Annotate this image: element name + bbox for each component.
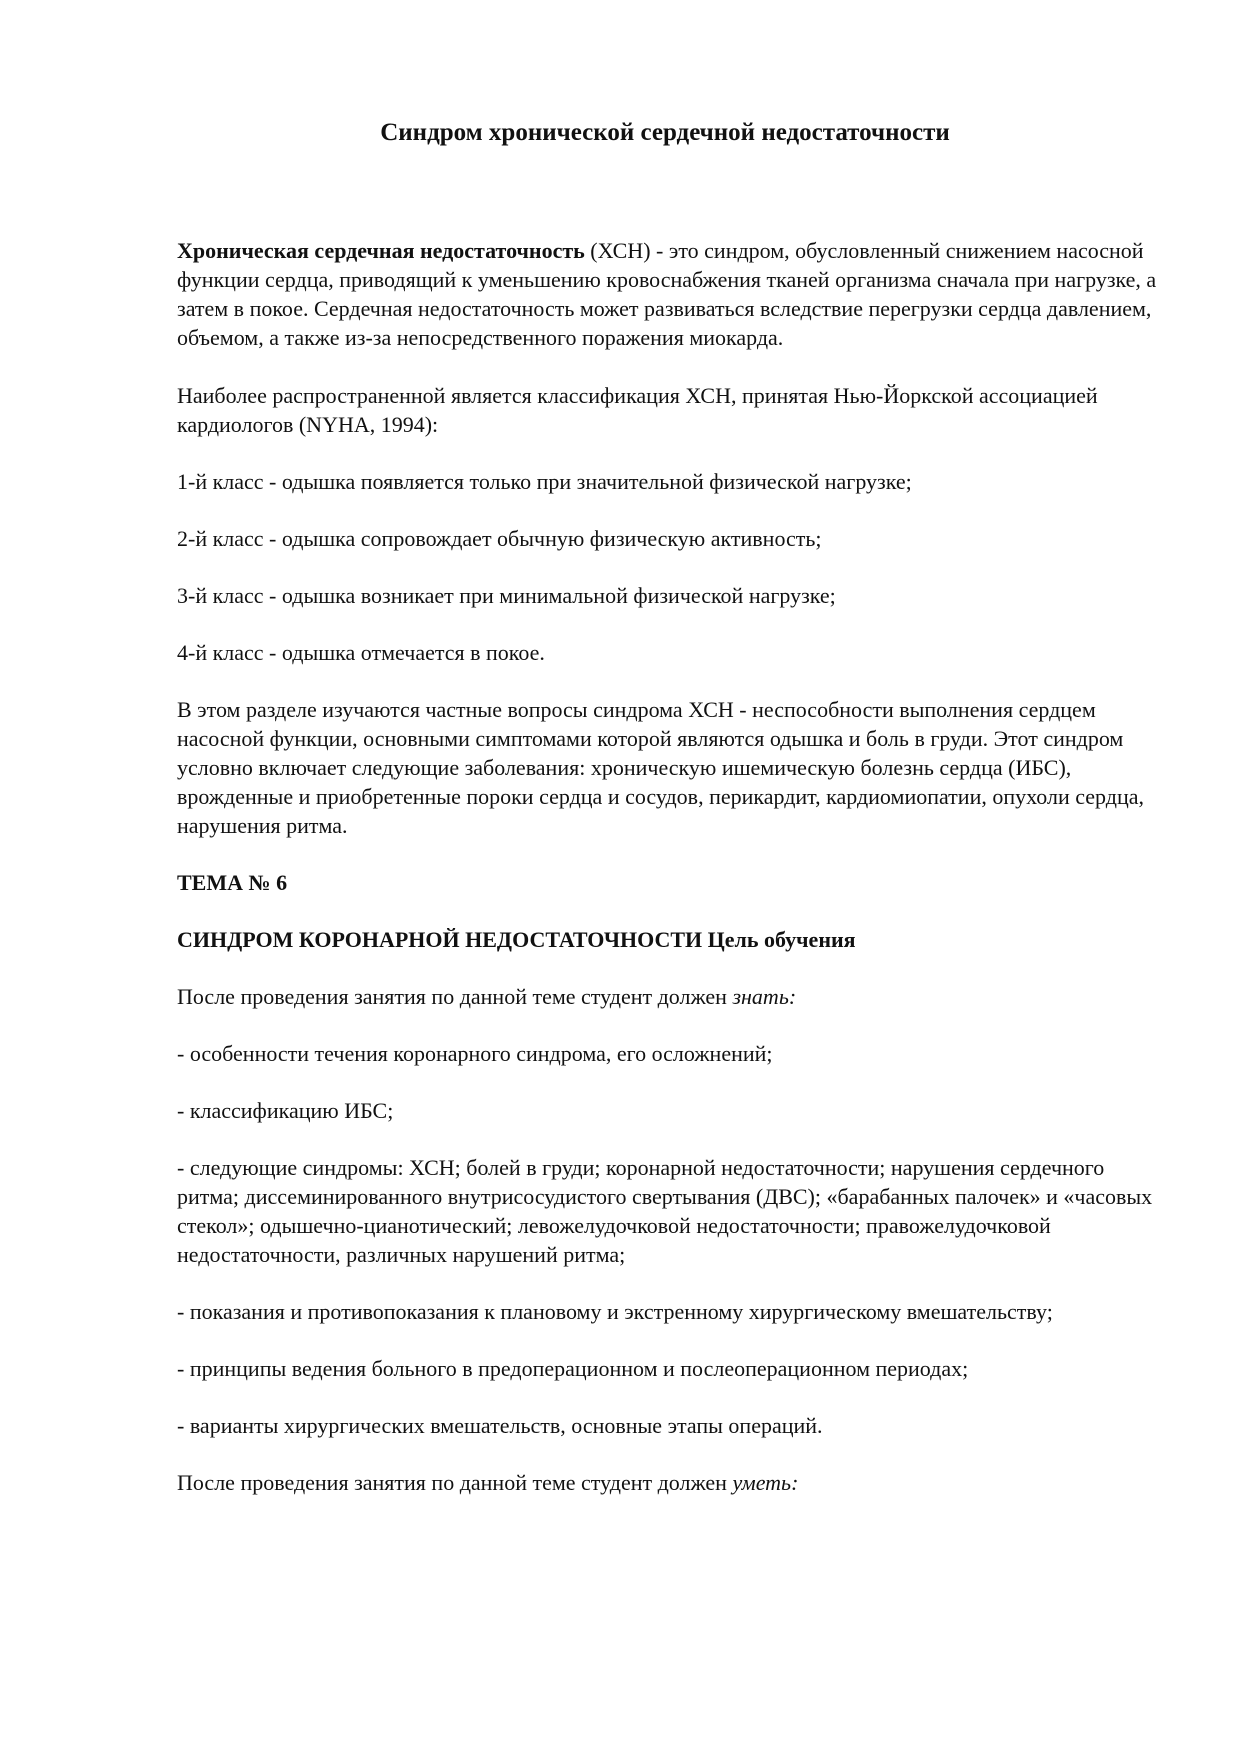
topic-number: ТЕМА № 6 xyxy=(177,870,288,895)
classification-intro: Наиболее распространенной является классификация ХСН, принятая Нью-Йоркской ассоциацией кардиологов (NYHA, 1994): xyxy=(177,383,1098,437)
class-item-1: 1-й класс - одышка появляется только при значительной физической нагрузке; xyxy=(177,469,912,494)
know-item-6: - варианты хирургических вмешательств, основные этапы операций. xyxy=(177,1413,823,1438)
class-item-3: 3-й класс - одышка возникает при минимальной физической нагрузке; xyxy=(177,583,836,608)
able-intro-emphasis: уметь: xyxy=(732,1470,799,1495)
know-intro-emphasis: знать: xyxy=(732,984,797,1009)
know-item-3: - следующие синдромы: ХСН; болей в груди; коронарной недостаточности; нарушения сердечного ритма; диссеминированного внутрисосудистого свертывания (ДВС); «барабанных палочек» и «часовых стекол»; одышечно-цианотический; левожелудочковой недостаточности; правожелудочковой недостаточности, различных нарушений ритма; xyxy=(177,1155,1153,1267)
know-item-4: - показания и противопоказания к плановому и экстренному хирургическому вмешательству; xyxy=(177,1299,1053,1324)
class-item-4: 4-й класс - одышка отмечается в покое. xyxy=(177,640,545,665)
intro-text: (ХСН) - это синдром, обусловленный снижением насосной функции сердца, приводящий к уменьшению кровоснабжения тканей организма сначала при нагрузке, а затем в покое. Сердечная недостаточность может развиваться вследствие перегрузки сердца давлением, объемом, а также из-за непосредственного поражения миокарда. xyxy=(177,238,1157,350)
intro-paragraph xyxy=(177,236,1167,352)
class-item-2: 2-й класс - одышка сопровождает обычную физическую активность; xyxy=(177,526,822,551)
know-item-5: - принципы ведения больного в предоперационном и послеоперационном периодах; xyxy=(177,1356,969,1381)
know-intro-text: После проведения занятия по данной теме студент должен xyxy=(177,984,733,1009)
topic-title: СИНДРОМ КОРОНАРНОЙ НЕДОСТАТОЧНОСТИ Цель обучения xyxy=(177,927,856,952)
page-title: Синдром хронической сердечной недостаточности xyxy=(380,119,950,146)
know-intro xyxy=(177,982,1167,1011)
able-intro-text: После проведения занятия по данной теме студент должен xyxy=(177,1470,733,1495)
section-paragraph: В этом разделе изучаются частные вопросы синдрома ХСН - неспособности выполнения сердцем насосной функции, основными симптомами которой являются одышка и боль в груди. Этот синдром условно включает следующие заболевания: хроническую ишемическую болезнь сердца (ИБС), врожденные и приобретенные пороки сердца и сосудов, перикардит, кардиомиопатии, опухоли сердца, нарушения ритма. xyxy=(177,697,1144,838)
able-intro xyxy=(177,1468,1167,1497)
document-body xyxy=(177,236,1167,1525)
know-item-1: - особенности течения коронарного синдрома, его осложнений; xyxy=(177,1041,773,1066)
intro-term: Хроническая сердечная недостаточность xyxy=(177,238,585,263)
know-item-2: - классификацию ИБС; xyxy=(177,1098,394,1123)
